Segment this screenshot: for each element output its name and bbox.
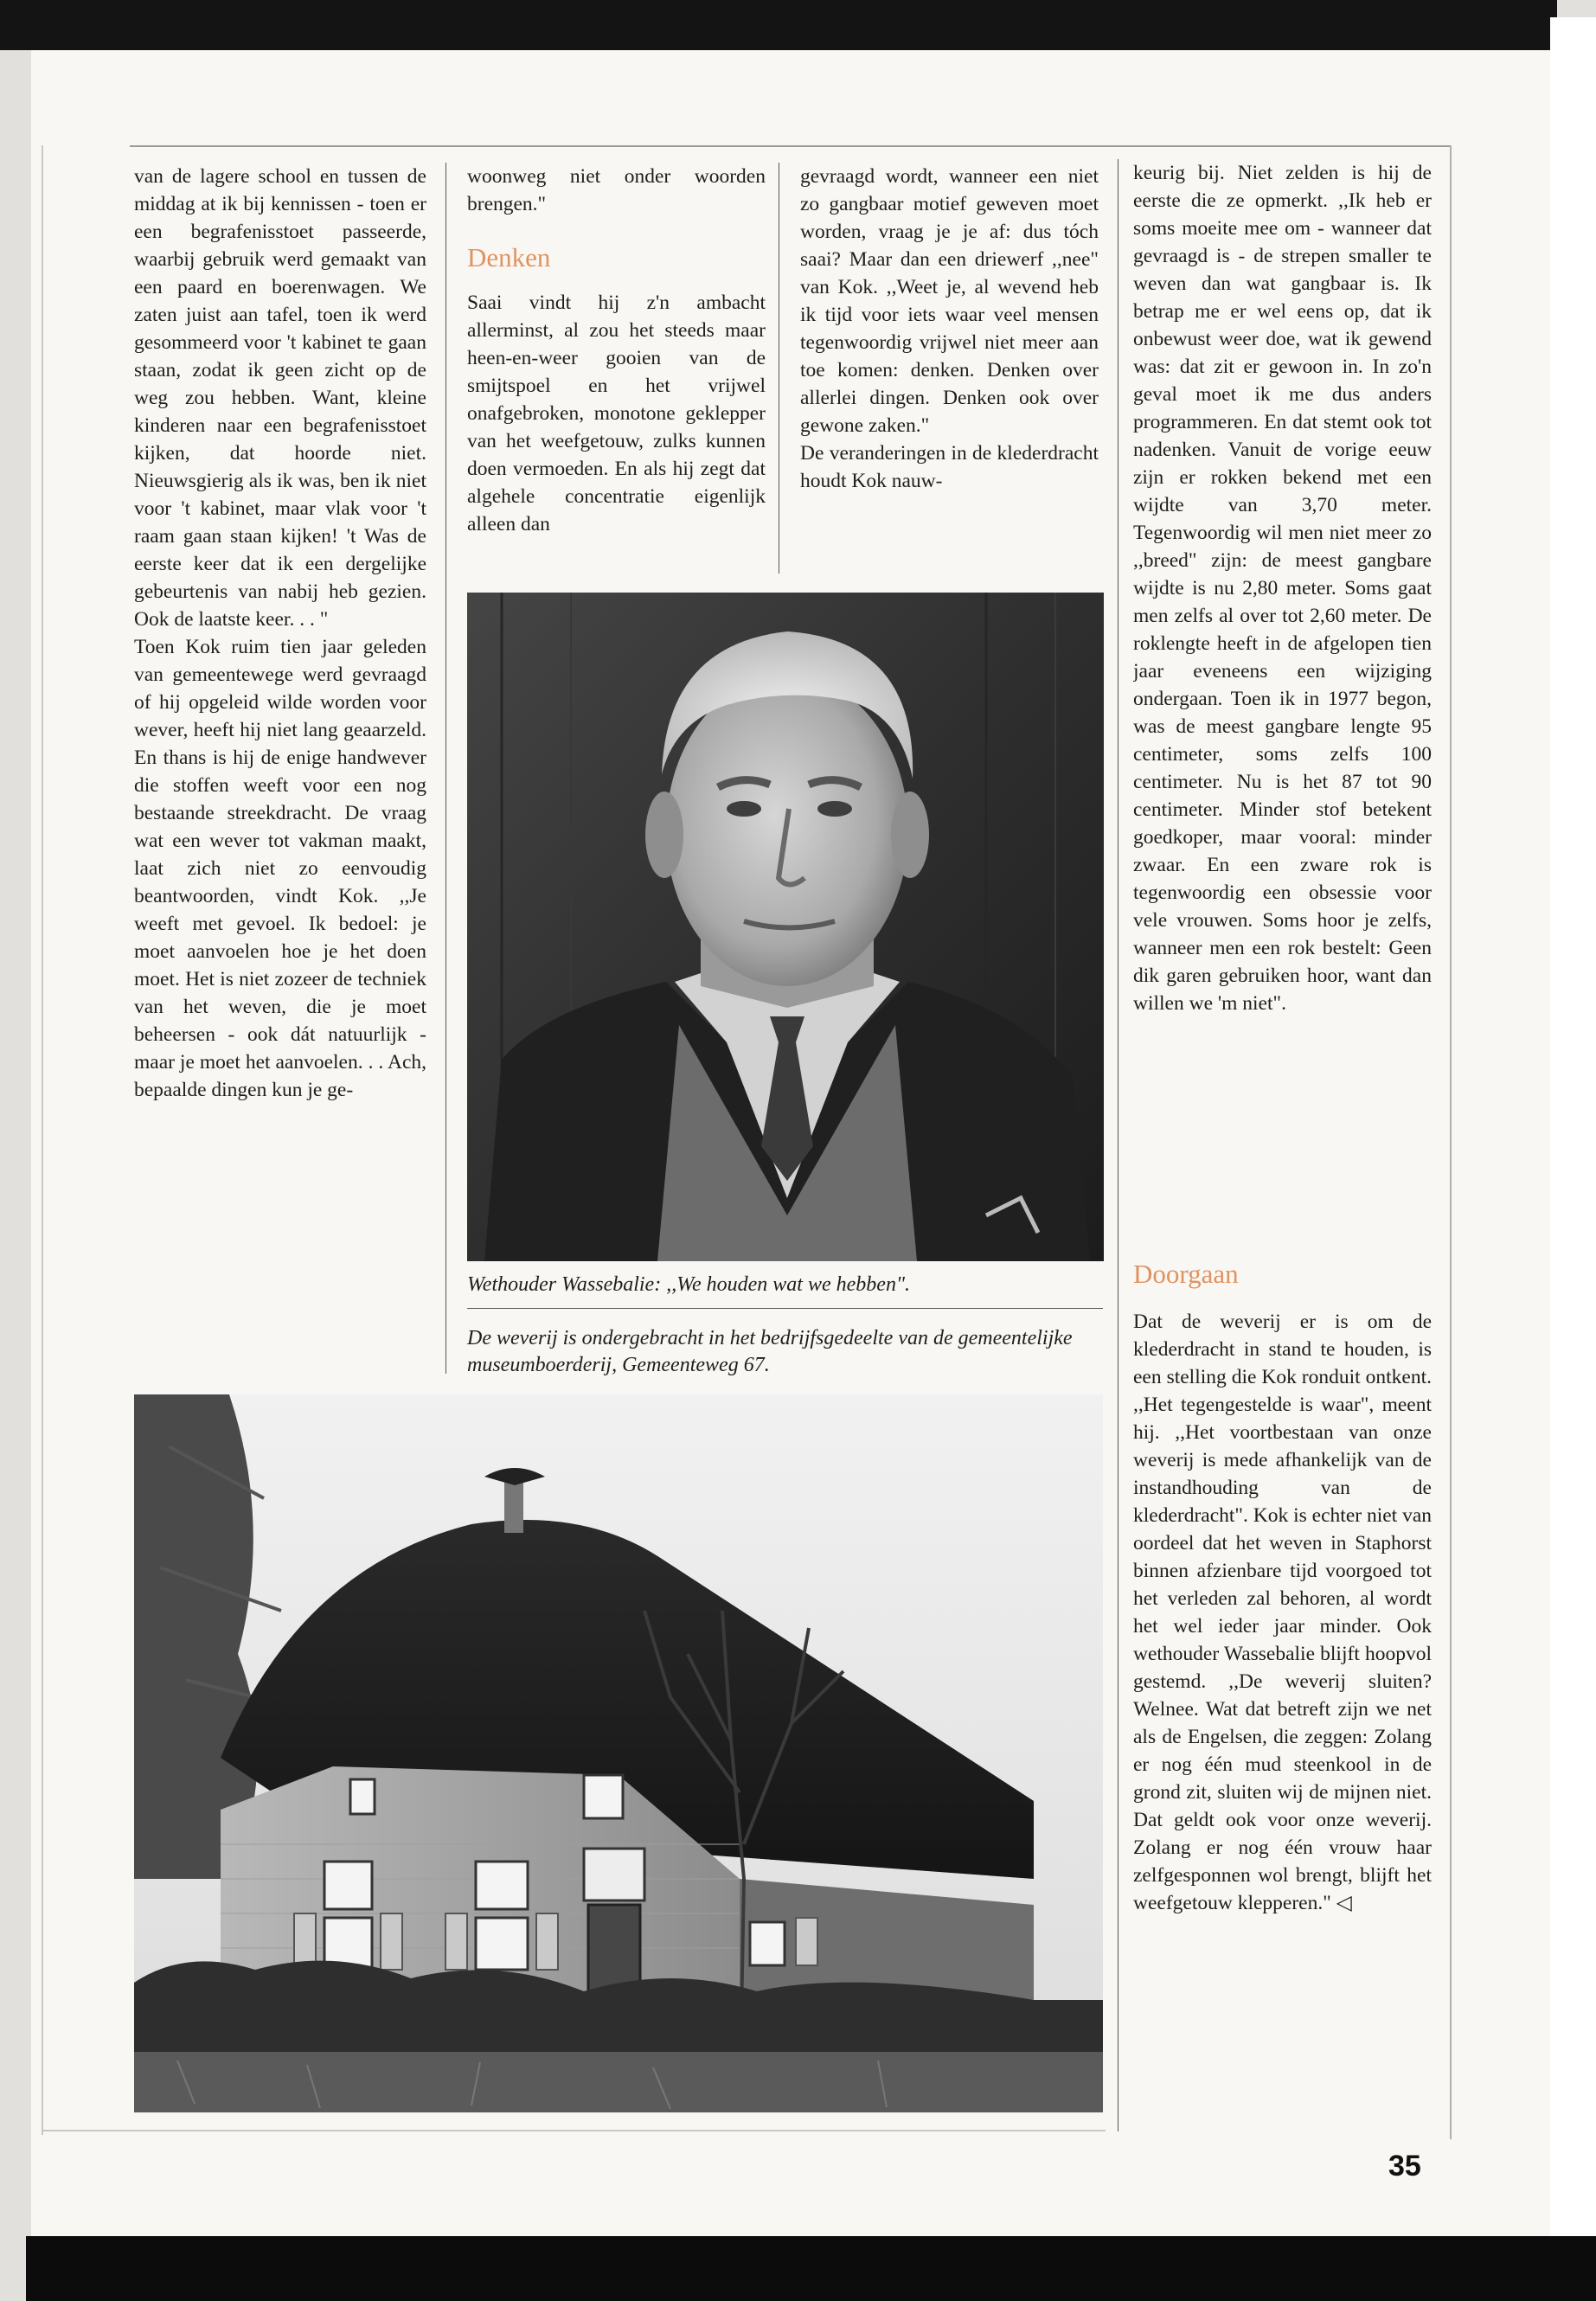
article-column-3 (800, 163, 1099, 578)
column-divider-1 (445, 163, 446, 1374)
frame-line-left (42, 145, 43, 2135)
article-column-1 (134, 163, 426, 1391)
frame-line-bottom (42, 2130, 1106, 2131)
frame-line-top (130, 145, 1450, 147)
article-paragraph: Saai vindt hij z'n ambacht allerminst, al zou het steeds maar heen-en-weer gooien van de smijtspoel en het vrijwel onafgebroken, monotone geklepper van het weefgetouw, zulks kunnen doen vermoeden. En als hij zegt dat algehele concentratie eigenlijk alleen dan (467, 292, 766, 535)
scan-border-right (1550, 17, 1596, 2301)
scan-border-top (0, 0, 1557, 50)
article-paragraph: woonweg niet onder woorden brengen." (467, 165, 766, 215)
article-paragraph: De veranderingen in de klederdracht houdt Kok nauw- (800, 442, 1099, 492)
farmhouse-photo (134, 1394, 1103, 2112)
caption-rule (467, 1308, 1103, 1309)
article-paragraph: van de lagere school en tussen de middag at ik bij kennissen - toen er een begrafenisstoet passeerde, waarbij gebruik werd gemaakt van een paard en boerenwagen. We zaten juist aan tafel, toen ik werd gesommeerd voor 't kabinet te gaan staan, zodat ik geen zicht op de weg zou hebben. Want, kleine kinderen naar een begrafenisstoet kijken, dat hoorde niet. Nieuwsgierig als ik was, ben ik niet voor 't kabinet, maar vlak voor 't raam gaan staan kijken! 't Was de eerste keer dat ik een dergelijke gebeurtenis van nabij heb gezien. Ook de laatste keer. . . " (134, 165, 426, 631)
farm-caption: De weverij is ondergebracht in het bedrijfsgedeelte van de gemeentelijke museumboerderij, Gemeenteweg 67. (467, 1327, 1073, 1376)
article-column-2 (467, 163, 766, 578)
article-column-4 (1133, 159, 1432, 1220)
section-heading-denken: Denken (467, 242, 551, 272)
portrait-caption: Wethouder Wassebalie: ,,We houden wat we hebben". (467, 1273, 911, 1296)
section-heading-doorgaan: Doorgaan (1133, 1259, 1239, 1289)
article-paragraph: Toen Kok ruim tien jaar geleden van gemeentewege werd gevraagd of hij opgeleid wilde worden voor wever, heeft hij niet lang geaarzeld. En thans is hij de enige handwever die stoffen weeft voor een nog bestaande streekdracht. De vraag wat een wever tot vakman maakt, laat zich niet zo eenvoudig beantwoorden, vindt Kok. ,,Je weeft met gevoel. Ik bedoel: je moet aanvoelen hoe je het doen moet. Het is niet zozeer de techniek van het weven, die je moet beheersen - ook dát natuurlijk - maar je moet het aanvoelen. . . Ach, bepaalde dingen kun je ge- (134, 636, 426, 1101)
portrait-photo (467, 593, 1104, 1261)
article-paragraph: gevraagd wordt, wanneer een niet zo gangbaar motief geweven moet worden, vraag je je af: dus tóch saai? Maar dan een driewerf ,,nee" van Kok. ,,Weet je, al wevend heb ik tijd voor iets waar veel mensen tegenwoordig vrijwel niet meer aan toe komen: denken. Denken over allerlei dingen. Denken ook over gewone zaken." (800, 165, 1099, 437)
article-column-4-continued (1133, 1308, 1432, 2130)
article-paragraph: Dat de weverij er is om de klederdracht in stand te houden, is een stelling die Kok ronduit ontkent. ,,Het tegengestelde is waar", meent hij. ,,Het voortbestaan van onze weverij is mede afhankelijk van de instandhouding van de klederdracht". Kok is echter niet van oordeel dat het weven in Staphorst binnen afzienbare tijd voorgoed tot het verleden zal behoren, al wordt het wel ieder jaar minder. Ook wethouder Wassebalie blijft hoopvol gestemd. ,,De weverij sluiten? Welnee. Wat dat betreft zijn we net als de Engelsen, die zeggen: Zolang er nog één mud steenkool in de grond zit, sluiten wij de mijnen niet. Dat geldt ook voor onze weverij. Zolang er nog één vrouw haar zelfgesponnen wol brengt, blijft het weefgetouw klepperen." ◁ (1133, 1311, 1432, 1914)
page-number: 35 (1388, 2150, 1421, 2182)
article-paragraph: keurig bij. Niet zelden is hij de eerste die ze opmerkt. ,,Ik heb er soms moeite mee om - wanneer dat gevraagd is - de strepen smaller te weven dan wat gangbaar is. Ik betrap me er wel eens op, dat ik onbewust weer doe, wat ik gewend was: dat zit er gewoon in. In zo'n geval moet ik me dus anders programmeren. En dat stemt ook tot nadenken. Vanuit de vorige eeuw zijn er rokken bekend met een wijdte van 3,70 meter. Tegenwoordig wil men niet meer zo ,,breed" zijn: de meest gangbare wijdte is nu 2,80 meter. Soms gaat men zelfs al over tot 2,60 meter. De roklengte heeft in de afgelopen tien jaar eveneens een wijziging ondergaan. Toen ik in 1977 begon, was de meest gangbare lengte 95 centimeter, soms zelfs 100 centimeter. Nu is het 87 tot 90 centimeter. Minder stof betekent goedkoper, maar vooral: minder zwaar. En een zware rok is tegenwoordig een obsessie voor vele vrouwen. Soms hoor je zelfs, wanneer men een rok bestelt: Geen dik garen gebruiken hoor, want dan willen we 'm niet". (1133, 162, 1432, 1015)
frame-line-right (1450, 145, 1452, 2139)
scan-border-bottom (26, 2236, 1596, 2301)
